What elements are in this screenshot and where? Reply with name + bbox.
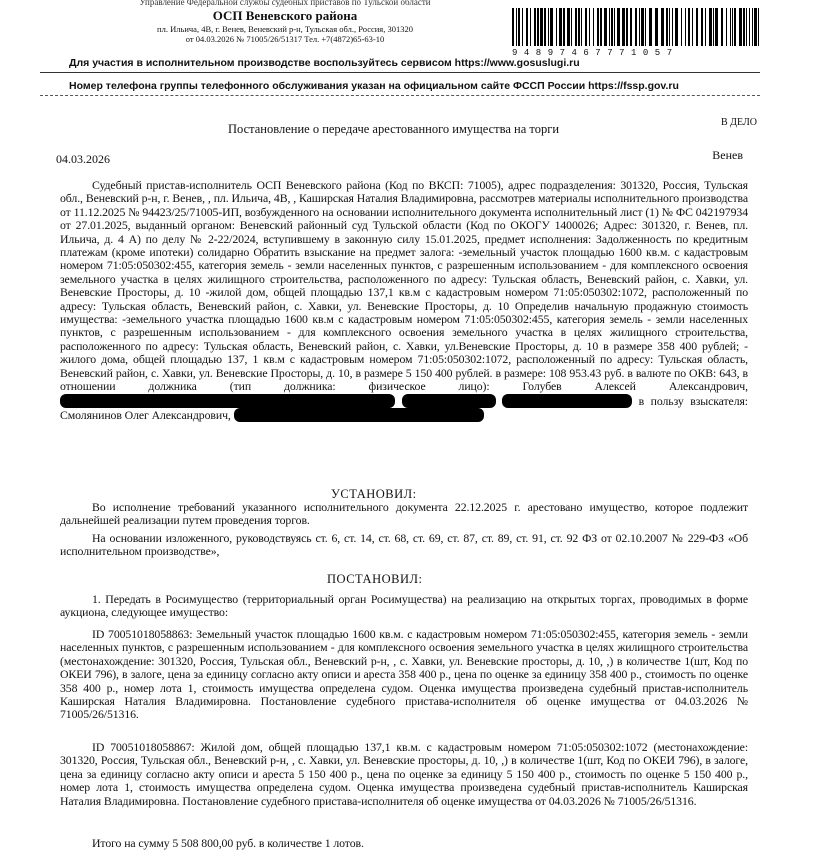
- document-title: Постановление о передаче арестованного имущества на торги: [228, 122, 560, 136]
- divider-top: [40, 72, 760, 73]
- paragraph-3: [60, 532, 748, 559]
- redaction-debtor-3: [502, 394, 632, 408]
- paragraph-2: [60, 501, 748, 528]
- document-city: Венев: [712, 148, 743, 162]
- v-delo-stamp: В ДЕЛО: [721, 117, 757, 128]
- phone-notice: Номер телефона группы телефонного обслуживания указан на официальном сайте ФССП России https://fssp.gov.ru: [69, 80, 679, 92]
- org-name: ОСП Веневского района: [212, 8, 358, 23]
- org-address: пл. Ильича, 4В, г. Венев, Веневский р-н, Тульская обл., Россия, 301320: [157, 24, 413, 34]
- item-1-text: 1. Передать в Росимущество (территориальный орган Росимущества) на реализацию на открытых торгах, проводимых в форме аукциона, следующее имущество:: [60, 592, 748, 620]
- lot-2: [60, 741, 748, 808]
- postanovil-heading: ПОСТАНОВИЛ:: [327, 572, 423, 586]
- barcode-bars: [512, 8, 762, 46]
- redaction-debtor-1: [60, 394, 395, 408]
- lot-1: [60, 628, 748, 722]
- intro-paragraph: [60, 179, 748, 422]
- redaction-debtor-2: [402, 394, 496, 408]
- creditor-text: в пользу взыскателя: Смолянинов Олег Александрович,: [60, 393, 748, 422]
- item-1: [60, 593, 748, 620]
- header-cut-line: Управление Федеральной службы судебных приставов по Тульской области: [139, 0, 431, 7]
- ustanovil-heading: УСТАНОВИЛ:: [331, 487, 417, 501]
- total-line: [60, 837, 748, 850]
- barcode: [512, 8, 762, 58]
- document-date: 04.03.2026: [56, 152, 110, 166]
- paragraph-3-text: На основании изложенного, руководствуясь ст. 6, ст. 14, ст. 68, ст. 69, ст. 87, ст. 89, ст. 91, ст. 92 ФЗ от 02.10.2007 № 229-ФЗ «Об исполнительном производстве»,: [60, 531, 748, 559]
- lot-2-text: ID 70051018058867: Жилой дом, общей площадью 137,1 кв.м. с кадастровым номером 71:05:050302:1072 (местонахождение: 301320, Россия, Тульская обл., Веневский р-н, , с. Хавки, ул. Веневские просторы, д. 10, ,) в количестве 1(шт, Код по ОКЕИ 796), в залоге, цена за единицу согласно акту описи и ареста 5 150 400 р., цена по оценке за единицу 5 150 400 р., стоимость по оценке 5 150 400 р., номер лота 1, стоимость имущества определена судом. Оценка имущества произведена судебный пристав-исполнитель Каширская Наталия Владимировна. Постановление судебного пристава-исполнителя об оценке имущества от 04.03.2026 № 71005/26/51316.: [60, 740, 748, 808]
- gosuslugi-notice: Для участия в исполнительном производстве воспользуйтесь сервисом https://www.gosuslugi.ru: [69, 57, 580, 69]
- redaction-creditor: [234, 408, 484, 422]
- lot-1-text: ID 70051018058863: Земельный участок площадью 1600 кв.м. с кадастровым номером 71:05:050302:455, категория земель - земли населенных пунктов, с разрешенным использованием - для комплексного освоения земельного участка в целях жилищного строительства (местонахождение: 301320, Россия, Тульская обл., Веневский р-н, , с. Хавки, ул. Веневские просторы, д. 10, ,) в количестве 1(шт, Код по ОКЕИ 796), в залоге, цена за единицу согласно акту описи и ареста 358 400 р., цена по оценке за единицу 358 400 р., стоимость по оценке 358 400 р., номер лота 1, стоимость имущества определена судом. Оценка имущества произведена судебный пристав-исполнитель Каширская Наталия Владимировна. Постановление судебного пристава-исполнителя об оценке имущества от 04.03.2026 № 71005/26/51316.: [60, 627, 748, 722]
- header-block: [60, 0, 510, 44]
- intro-text: Судебный пристав-исполнитель ОСП Веневского района (Код по ВКСП: 71005), адрес подразделения: 301320, Россия, Тульская обл., Веневский р-н, г. Венев, , пл. Ильича, 4В, , Каширская Наталия Владимировна, рассмотрев материалы исполнительного производства от 11.12.2025 № 94423/25/71005-ИП, возбужденного на основании исполнительного документа исполнительный лист (1) № ФС 042197934 от 27.01.2025, выданный органом: Веневский районный суд Тульской области (Код по ОКОГУ 1400026; Адрес: 301320, г. Венев, пл. Ильича, д. 4 А) по делу № 2-22/2024, вступившему в законную силу 15.01.2025, предмет исполнения: Задолженность по кредитным платежам (кроме ипотеки) солидарно Обратить взыскание на предмет залога: -земельный участок площадью 1600 кв.м. с кадастровым номером 71:05:050302:455, категория земель - земли населенных пунктов, с разрешенным использованием - для комплексного освоения земельного участка в целях жилищного строительства, расположенного по адресу: Тульская область, Веневский район, с. Хавки, ул. Веневские Просторы, д. 10 -жилой дом, общей площадью 137,1 кв.м с кадастровым номером 71:05:050302:1072, расположенный по адресу: Тульская область, Веневский район, с. Хавки, ул. Веневские Просторы, д. 10 Определив начальную продажную стоимость имущества: -земельного участка площадью 1600 кв.м с кадастровым номером 71:05:050302:455, категория земель - земли населенных пунктов, с разрешенным использованием - для комплексного освоения земельного участка в целях жилищного строительства, расположенного по адресу: Тульская область, Веневский район, с. Хавки, ул.Веневские Просторы, д. 10 в размере 358 400 рублей; - жилого дома, общей площадью 137, 1 кв.м с кадастровым номером 71:05:050302:1072, расположенный по адресу: Тульская область, Веневский район, с. Хавки, ул. Веневские Просторы, д. 10, в размере 5 150 400 рублей. в размере: 108 953.43 руб. в валюте по ОКВ: 643, в отношении должника (тип должника: физическое лицо): Голубев Алексей Александрович,: [60, 178, 748, 394]
- paragraph-2-text: Во исполнение требований указанного исполнительного документа 22.12.2025 г. арестовано имущество, которое подлежит дальнейшей реализации путем проведения торгов.: [60, 500, 748, 528]
- doc-reference: от 04.03.2026 № 71005/26/51317 Тел. +7(4872)65-63-10: [185, 34, 385, 44]
- total-text: Итого на сумму 5 508 800,00 руб. в количестве 1 лотов.: [92, 836, 364, 850]
- barcode-number: 94897467771057: [512, 48, 679, 58]
- divider-bottom: [40, 95, 760, 96]
